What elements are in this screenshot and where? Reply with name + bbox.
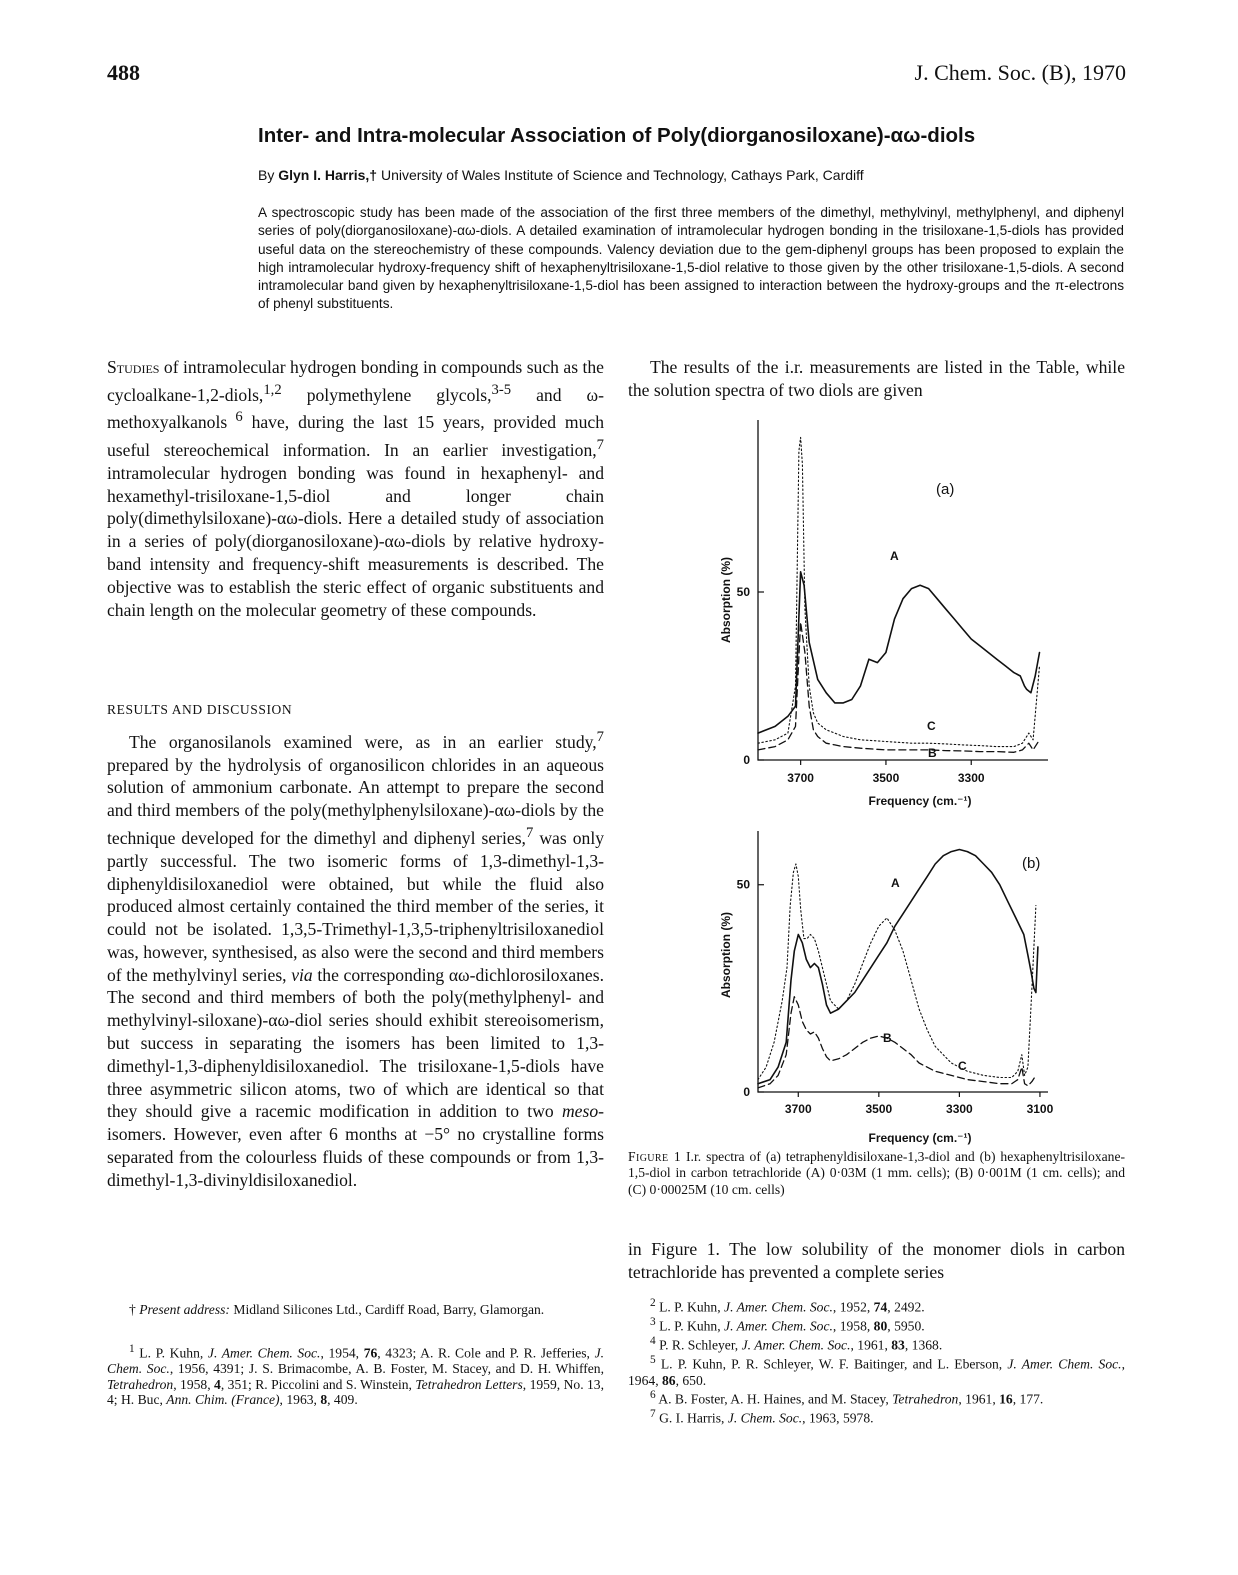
footnote-authors: P. R. Schleyer, — [655, 1337, 742, 1353]
footnote-year: , 1961, — [958, 1391, 1000, 1407]
intro-text-5: intramolecular hydrogen bonding was found in hexaphenyl- and hexamethyl-trisiloxane-1,5-diol and longer chain poly(dimethylsiloxane)-αω-diols. Here a detailed study of association in a series of poly(diorganosiloxane)-αω-diols by relative hydroxy-band intensity and frequency-shift measurements is described. The objective was to establish the steric effect of organic substituents and chain length on the molecular geometry of these compounds. — [107, 462, 604, 620]
fn1-volume: 76 — [363, 1345, 378, 1361]
affiliation: University of Wales Institute of Science and Technology, Cathays Park, Cardiff — [380, 167, 864, 183]
footnote-5 — [628, 1353, 1125, 1388]
figure-1 — [700, 410, 1080, 1150]
figure-caption — [628, 1149, 1125, 1198]
footnote-year: , 1958, — [832, 1318, 874, 1334]
fn1-journal: Tetrahedron Letters — [415, 1376, 523, 1392]
byline-prefix: By — [258, 167, 275, 183]
footnote-journal: J. Amer. Chem. Soc. — [741, 1337, 851, 1353]
series-B-line — [758, 622, 1040, 752]
intro-text-2: polymethylene glycols, — [281, 384, 492, 405]
figure-panel-a — [719, 420, 1048, 808]
fn1-text: , 1963, — [279, 1392, 321, 1408]
fn1-volume: 8 — [320, 1392, 328, 1408]
series-label-C: C — [958, 1059, 967, 1073]
y-axis-label: Absorption (%) — [719, 912, 733, 998]
series-label-C: C — [927, 719, 936, 733]
article-title: Inter- and Intra-molecular Association of Poly(diorganosiloxane)-αω-diols — [258, 124, 976, 147]
series-B-line — [758, 997, 1036, 1088]
x-axis-label: Frequency (cm.⁻¹) — [868, 794, 972, 808]
caption-label: Figure 1 — [628, 1149, 682, 1164]
x-tick-label: 3500 — [872, 771, 900, 785]
intro-lead: Studies — [107, 357, 160, 377]
series-label-B: B — [883, 1031, 892, 1045]
ref-marker: 7 — [525, 825, 534, 842]
series-label-A: A — [890, 549, 899, 563]
x-tick-label: 3300 — [946, 1102, 973, 1116]
footnote-volume: 83 — [891, 1337, 905, 1353]
fn1-text: , 409. — [327, 1392, 358, 1408]
footnote-authors: G. I. Harris, — [655, 1410, 728, 1426]
footnote-pages: , 650. — [675, 1372, 707, 1388]
results-text-1: The organosilanols examined were, as in an earlier study, — [129, 731, 597, 752]
x-tick-label: 3100 — [1026, 1102, 1054, 1116]
byline — [258, 167, 864, 183]
footnote-mark: † — [129, 1302, 140, 1317]
footnote-pages: , 177. — [1012, 1391, 1044, 1407]
y-tick-label: 0 — [743, 1085, 750, 1099]
results-paragraph — [107, 726, 604, 1192]
footnote-year: , 1964, — [628, 1356, 1125, 1388]
series-label-B: B — [928, 746, 937, 760]
fn1-text: , 1956, 4391; J. S. Brimacombe, A. B. Foster, M. Stacey, and D. H. Whiffen, — [169, 1361, 604, 1377]
fn1-text: , 1959, No. 13, 4; H. Buc, — [107, 1376, 604, 1408]
intro-text-4: have, during the last 15 years, provided much useful stereochemical information. In an earlier investigation, — [107, 412, 604, 460]
footnote-journal: J. Amer. Chem. Soc. — [724, 1318, 833, 1334]
ref-marker: 7 — [596, 729, 604, 745]
results-text-2: prepared by the hydrolysis of organosilicon chlorides in an aqueous solution of ammonium carbonate. An attempt to prepare the second and third members of the poly(methylphenylsiloxane)-αω-diols by the technique developed for the dimethyl and diphenyl series, — [107, 754, 604, 848]
footnote-authors: A. B. Foster, A. H. Haines, and M. Stacey, — [655, 1391, 893, 1407]
footnote-number: 1 — [129, 1343, 135, 1355]
series-A-line — [758, 572, 1040, 733]
abstract: A spectroscopic study has been made of the association of the first three members of the dimethyl, methylvinyl, methylphenyl, and diphenyl series of poly(diorganosiloxane)-αω-diols. A detailed examination of intramolecular hydrogen bonding in the trisiloxane-1,5-diols has provided useful data on the stereochemistry of these compounds. Valency deviation due to the gem-diphenyl groups has been proposed to explain the high intramolecular hydroxy-frequency shift of hexaphenyltrisiloxane-1,5-diol relative to those given by the other trisiloxane-1,5-diols. A second intramolecular band given by hexaphenyltrisiloxane-1,5-diol has been assigned to interaction between the hydroxy-groups and the π-electrons of phenyl substituents. — [258, 205, 1124, 312]
footnote-volume: 86 — [661, 1372, 676, 1388]
footnote-number: 2 — [650, 1297, 656, 1309]
axes — [758, 831, 1048, 1092]
fn1-text: , 1954, — [320, 1345, 364, 1361]
footnote-authors: L. P. Kuhn, — [655, 1299, 725, 1315]
footnote-number: 5 — [650, 1354, 656, 1367]
fn1-volume: 4 — [214, 1376, 221, 1392]
y-tick-label: 50 — [736, 877, 750, 892]
section-heading: RESULTS AND DISCUSSION — [107, 702, 293, 717]
panel-label: (b) — [1022, 855, 1041, 872]
results-text-4: the corresponding αω-dichlorosiloxanes. The second and third members of both the poly(methylphenyl- and methylvinyl-siloxane)-αω-diol series should exhibit stereoisomerism, but success in separating the isomers has been limited to 1,3-dimethyl-1,3-diphenyldisiloxanediol. The trisiloxane-1,5-diols have three asymmetric silicon atoms, two of which are identical so that they should give a racemic modification in addition to two — [107, 964, 604, 1122]
caption-text: I.r. spectra of (a) tetraphenyldisiloxane-1,3-diol and (b) hexaphenyltrisiloxane-1,5-diol in carbon tetrachloride (A) 0·03M (1 mm. cells); (B) 0·001M (1 cm. cells); and (C) 0·00025M (10 cm. cells) — [628, 1149, 1125, 1197]
fn1-journal: Ann. Chim. (France) — [166, 1392, 280, 1408]
x-tick-label: 3700 — [784, 1102, 812, 1116]
footnote-volume: 80 — [873, 1318, 888, 1334]
fn1-text: , 1958, — [173, 1376, 215, 1392]
y-tick-label: 50 — [736, 585, 750, 599]
x-axis-label: Frequency (cm.⁻¹) — [868, 1131, 972, 1145]
figure-panel-b — [719, 831, 1054, 1145]
panel-label: (a) — [936, 481, 955, 498]
ref-marker: 3-5 — [491, 381, 512, 398]
x-tick-label: 3700 — [787, 771, 814, 785]
footnote-authors: L. P. Kuhn, P. R. Schleyer, W. F. Baitinger, and L. Eberson, — [655, 1356, 1008, 1372]
series-C-line — [758, 864, 1036, 1080]
footnote-volume: 74 — [873, 1299, 888, 1315]
axes — [758, 420, 1048, 760]
footnote-6 — [628, 1388, 1125, 1407]
footnote-journal: J. Amer. Chem. Soc. — [1007, 1356, 1122, 1372]
footnote-number: 4 — [650, 1335, 656, 1348]
results-continuation-bottom: in Figure 1. The low solubility of the monomer diols in carbon tetrachloride has prevented a complete series — [628, 1239, 1125, 1282]
footnote-pages: 5978. — [842, 1410, 874, 1426]
footnote-4 — [628, 1334, 1125, 1353]
footnote-number: 7 — [650, 1408, 656, 1421]
footnote-number: 3 — [650, 1316, 656, 1329]
footnote-pages: , 5950. — [887, 1318, 925, 1334]
journal-header: J. Chem. Soc. (B), 1970 — [914, 60, 1126, 85]
results-meso: meso — [561, 1101, 599, 1122]
intro-text-1: of intramolecular hydrogen bonding in compounds such as the cycloalkane-1,2-diols, — [107, 357, 604, 405]
fn1-journal: J. Amer. Chem. Soc. — [207, 1345, 321, 1361]
y-tick-label: 0 — [743, 753, 750, 767]
y-axis-label: Absorption (%) — [719, 557, 733, 643]
footnote-journal: J. Amer. Chem. Soc. — [724, 1299, 833, 1315]
ref-marker: 1,2 — [263, 381, 282, 398]
footnote-dagger — [107, 1302, 604, 1318]
footnote-number: 6 — [650, 1389, 656, 1402]
footnote-year: , 1963, — [802, 1410, 843, 1426]
footnote-3 — [628, 1315, 1125, 1334]
page-number: 488 — [107, 60, 140, 85]
footnote-year: , 1961, — [850, 1337, 892, 1353]
footnote-authors: L. P. Kuhn, — [655, 1318, 725, 1334]
fn1-text: L. P. Kuhn, — [134, 1345, 208, 1361]
author-name: Glyn I. Harris,† — [278, 167, 378, 183]
x-tick-label: 3500 — [865, 1102, 893, 1116]
results-continuation-top: The results of the i.r. measurements are listed in the Table, while the solution spectra of two diols are given — [628, 357, 1125, 400]
footnote-journal: J. Chem. Soc. — [727, 1410, 803, 1426]
series-label-A: A — [891, 876, 900, 890]
fn1-text: , 4323; A. R. Cole and P. R. Jefferies, — [377, 1345, 595, 1361]
ref-marker: 7 — [596, 437, 604, 454]
footnote-text: Midland Silicones Ltd., Cardiff Road, Barry, Glamorgan. — [229, 1302, 545, 1317]
fn1-journal: Tetrahedron — [107, 1376, 174, 1392]
x-tick-label: 3300 — [957, 771, 985, 785]
results-via: via — [291, 964, 313, 985]
footnote-year: , 1952, — [832, 1299, 874, 1315]
fn1-journal: J. Chem. Soc. — [107, 1345, 605, 1377]
results-text-5: -isomers. However, even after 6 months at −5° no crystalline forms separated from the colourless fluids of these compounds or from 1,3-dimethyl-1,3-divinyldisiloxanediol. — [107, 1101, 604, 1190]
ref-marker: 6 — [227, 409, 243, 426]
footnote-journal: Tetrahedron — [892, 1391, 959, 1407]
fn1-text: , 351; R. Piccolini and S. Winstein, — [220, 1376, 416, 1392]
footnote-pages: , 1368. — [904, 1337, 943, 1353]
footnote-pages: , 2492. — [887, 1299, 925, 1315]
footnote-label: Present address: — [139, 1302, 230, 1317]
footnote-2 — [628, 1296, 1125, 1315]
footnote-volume: 16 — [999, 1391, 1013, 1407]
results-text-3: was only partly successful. The two isomeric forms of 1,3-dimethyl-1,3-diphenyldisiloxanediol were obtained, but while the fluid also produced almost certainly contained the third member of the series, it could not be isolated. 1,3,5-Trimethyl-1,3,5-triphenyltrisiloxanediol was, however, synthesised, as also were the second and third members of the methylvinyl series, — [107, 827, 604, 985]
intro-text-3: and ω-methoxyalkanols — [107, 384, 604, 433]
footnote-1 — [107, 1342, 604, 1408]
right-footnotes — [628, 1296, 1125, 1426]
intro-paragraph — [107, 356, 604, 621]
footnote-7 — [628, 1407, 1125, 1426]
